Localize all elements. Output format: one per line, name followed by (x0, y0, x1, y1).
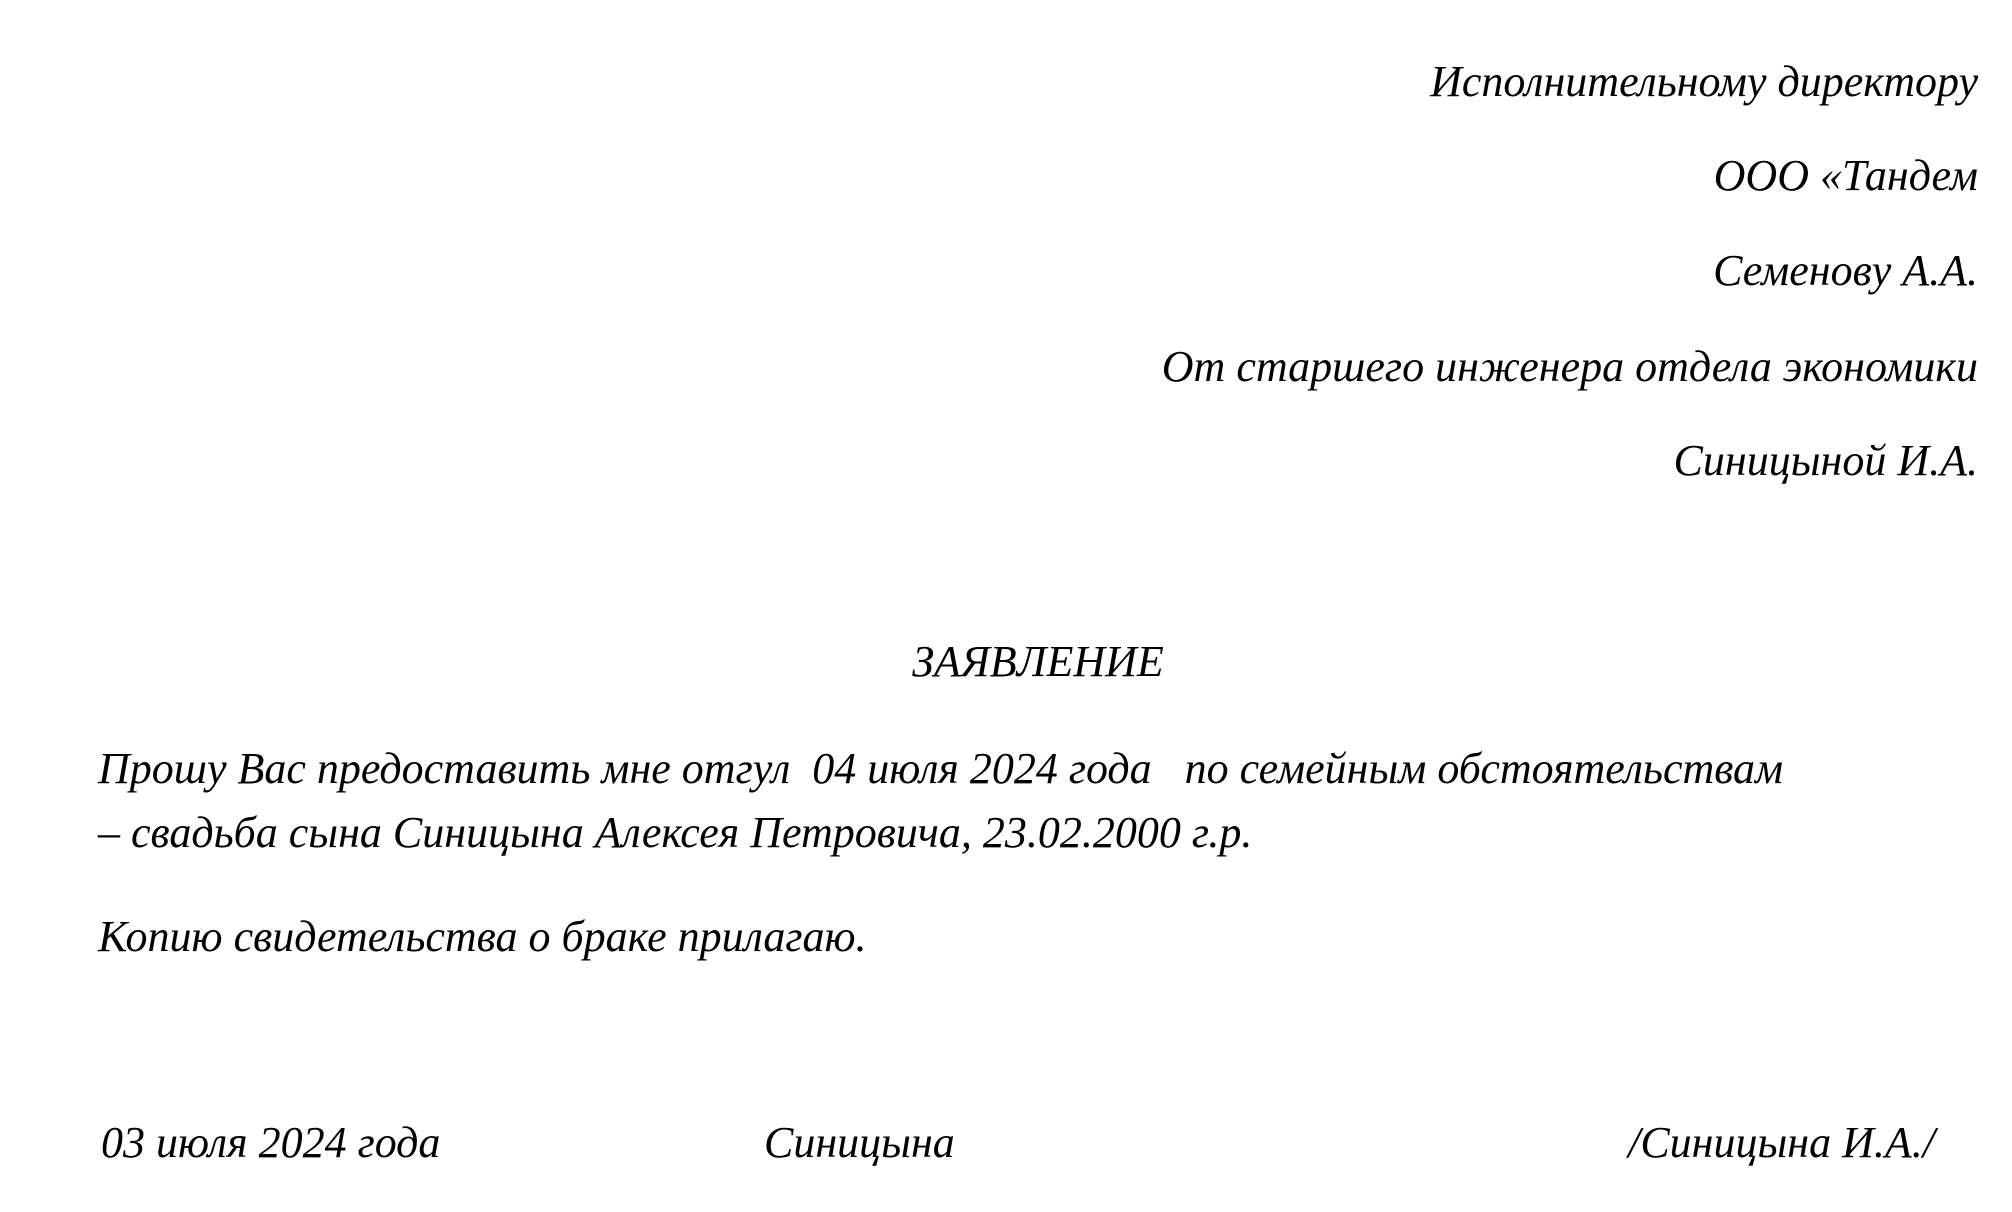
addressee-position: Исполнительному директору (1430, 57, 1978, 106)
addressee-company: ООО «Тандем (1713, 151, 1978, 200)
signature-date: 03 июля 2024 года (101, 1118, 441, 1167)
signature-sign: Синицына (764, 1118, 955, 1167)
sender-position: От старшего инженера отдела экономики (1161, 342, 1978, 391)
attachment-note: Копию свидетельства о браке прилагаю. (98, 912, 867, 961)
document-title: ЗАЯВЛЕНИЕ (912, 637, 1164, 686)
request-text-line-2: – свадьба сына Синицына Алексея Петровича, 23.02.2000 г.р. (98, 808, 1253, 857)
signature-name: /Синицына И.А./ (1628, 1118, 1935, 1167)
addressee-name: Семенову А.А. (1713, 246, 1978, 295)
sender-name: Синицыной И.А. (1673, 436, 1978, 485)
request-text-line-1: Прошу Вас предоставить мне отгул 04 июля 2024 года по семейным обстоятельствам (98, 744, 1784, 793)
